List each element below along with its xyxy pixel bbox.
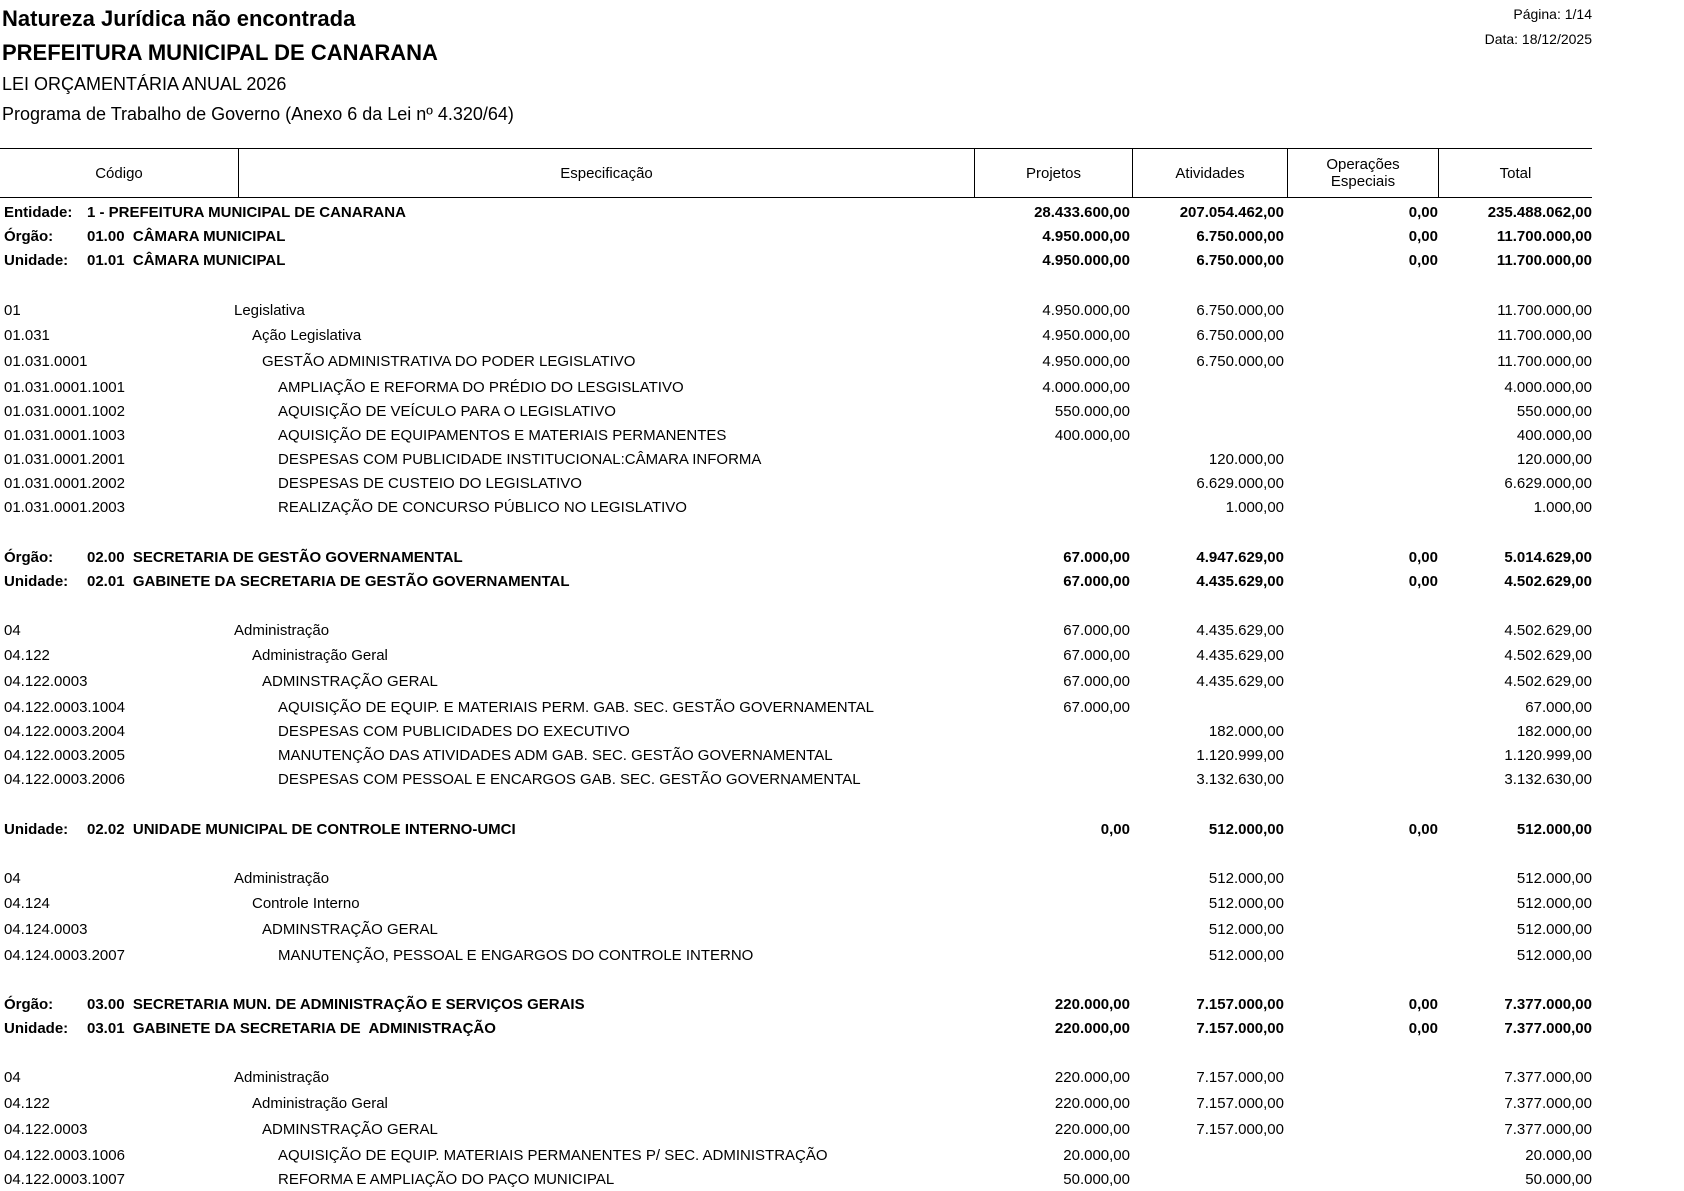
column-header-operacoes: [1288, 149, 1439, 197]
row-operacoes: 0,00: [1408, 204, 1438, 221]
row-code: 04.124.0003: [4, 921, 88, 938]
column-header-operacoes-line1: Operações: [1326, 156, 1400, 173]
report-date: Data: 18/12/2025: [1484, 31, 1592, 47]
table-row: [0, 721, 1592, 743]
row-atividades: 7.157.000,00: [1196, 1020, 1284, 1037]
row-code: 04.122.0003.2006: [4, 771, 125, 788]
row-total: 6.629.000,00: [1504, 475, 1592, 492]
row-total: 5.014.629,00: [1504, 549, 1592, 566]
group-code-name: 02.01 GABINETE DA SECRETARIA DE GESTÃO GOVERNAMENTAL: [87, 573, 570, 590]
row-total: 1.120.999,00: [1504, 747, 1592, 764]
row-atividades: 120.000,00: [1208, 451, 1284, 468]
table-row: [0, 671, 1592, 693]
row-code: 01.031.0001.1001: [4, 379, 125, 396]
row-projetos: 220.000,00: [1054, 1095, 1130, 1112]
row-code: 04: [4, 1069, 21, 1086]
row-projetos: 28.433.600,00: [1034, 204, 1130, 221]
row-especificacao: DESPESAS COM PESSOAL E ENCARGOS GAB. SEC. GESTÃO GOVERNAMENTAL: [278, 771, 861, 788]
row-atividades: 512.000,00: [1208, 870, 1284, 887]
group-row: [0, 819, 1592, 841]
column-header-projetos: Projetos: [975, 149, 1133, 197]
table-row: [0, 377, 1592, 399]
group-code-name: 02.00 SECRETARIA DE GESTÃO GOVERNAMENTAL: [87, 549, 463, 566]
row-atividades: 7.157.000,00: [1196, 996, 1284, 1013]
group-label: Unidade:: [4, 821, 69, 838]
table-row: [0, 425, 1592, 447]
row-especificacao: GESTÃO ADMINISTRATIVA DO PODER LEGISLATIVO: [262, 353, 636, 370]
row-atividades: 512.000,00: [1208, 921, 1284, 938]
row-total: 235.488.062,00: [1487, 204, 1592, 221]
row-code: 01.031.0001.1002: [4, 403, 125, 420]
group-label: Unidade:: [4, 252, 69, 269]
row-operacoes: 0,00: [1408, 252, 1438, 269]
row-atividades: 207.054.462,00: [1179, 204, 1284, 221]
table-row: [0, 620, 1592, 642]
row-atividades: 4.435.629,00: [1196, 622, 1284, 639]
row-atividades: 4.435.629,00: [1196, 573, 1284, 590]
row-total: 7.377.000,00: [1504, 996, 1592, 1013]
group-code-name: 1 - PREFEITURA MUNICIPAL DE CANARANA: [87, 204, 406, 221]
row-total: 11.700.000,00: [1497, 302, 1592, 319]
row-atividades: 6.629.000,00: [1196, 475, 1284, 492]
group-row: [0, 202, 1592, 224]
row-atividades: 7.157.000,00: [1196, 1095, 1284, 1112]
row-total: 50.000,00: [1525, 1171, 1592, 1188]
table-row: [0, 697, 1592, 719]
row-atividades: 3.132.630,00: [1196, 771, 1284, 788]
table-row: [0, 473, 1592, 495]
table-row: [0, 1119, 1592, 1141]
row-total: 4.502.629,00: [1504, 622, 1592, 639]
column-header-codigo: Código: [0, 149, 239, 197]
row-especificacao: AQUISIÇÃO DE EQUIP. E MATERIAIS PERM. GAB. SEC. GESTÃO GOVERNAMENTAL: [278, 699, 874, 716]
row-projetos: 67.000,00: [1063, 699, 1130, 716]
group-label: Unidade:: [4, 573, 69, 590]
row-especificacao: AMPLIAÇÃO E REFORMA DO PRÉDIO DO LESGISLATIVO: [278, 379, 684, 396]
row-atividades: 4.435.629,00: [1196, 673, 1284, 690]
report-title-entity: PREFEITURA MUNICIPAL DE CANARANA: [2, 40, 438, 65]
row-code: 01: [4, 302, 21, 319]
row-atividades: 1.000,00: [1225, 499, 1284, 516]
row-code: 01.031: [4, 327, 50, 344]
row-atividades: 7.157.000,00: [1196, 1069, 1284, 1086]
row-atividades: 6.750.000,00: [1196, 228, 1284, 245]
row-total: 11.700.000,00: [1496, 252, 1592, 269]
row-projetos: 0,00: [1100, 821, 1130, 838]
row-total: 400.000,00: [1516, 427, 1592, 444]
row-projetos: 220.000,00: [1054, 1020, 1130, 1037]
row-projetos: 67.000,00: [1063, 573, 1130, 590]
row-projetos: 67.000,00: [1063, 549, 1130, 566]
row-total: 1.000,00: [1533, 499, 1592, 516]
column-header-operacoes-line2: Especiais: [1330, 173, 1396, 190]
report-header: [2, 4, 1592, 124]
row-especificacao: Administração: [234, 1069, 330, 1086]
row-code: 01.031.0001: [4, 353, 88, 370]
row-atividades: 1.120.999,00: [1196, 747, 1284, 764]
row-atividades: 7.157.000,00: [1196, 1121, 1284, 1138]
row-especificacao: AQUISIÇÃO DE EQUIPAMENTOS E MATERIAIS PERMANENTES: [278, 427, 727, 444]
row-especificacao: DESPESAS COM PUBLICIDADES DO EXECUTIVO: [278, 723, 630, 740]
row-projetos: 4.950.000,00: [1042, 228, 1130, 245]
row-especificacao: DESPESAS DE CUSTEIO DO LEGISLATIVO: [278, 475, 582, 492]
row-projetos: 4.950.000,00: [1042, 327, 1130, 344]
group-code-name: 03.01 GABINETE DA SECRETARIA DE ADMINISTRAÇÃO: [87, 1020, 496, 1037]
row-atividades: 512.000,00: [1208, 947, 1284, 964]
group-label: Órgão:: [4, 228, 54, 245]
row-especificacao: Administração: [234, 870, 330, 887]
group-row: [0, 547, 1592, 569]
row-total: 20.000,00: [1525, 1147, 1592, 1164]
row-total: 3.132.630,00: [1504, 771, 1592, 788]
row-atividades: 512.000,00: [1208, 895, 1284, 912]
row-atividades: 182.000,00: [1208, 723, 1284, 740]
row-code: 04.122.0003: [4, 1121, 88, 1138]
row-especificacao: AQUISIÇÃO DE EQUIP. MATERIAIS PERMANENTES P/ SEC. ADMINISTRAÇÃO: [278, 1147, 828, 1164]
row-total: 120.000,00: [1516, 451, 1592, 468]
row-total: 11.700.000,00: [1497, 353, 1592, 370]
row-code: 04.122.0003.1007: [4, 1171, 125, 1188]
group-row: [0, 1018, 1592, 1040]
row-especificacao: MANUTENÇÃO DAS ATIVIDADES ADM GAB. SEC. GESTÃO GOVERNAMENTAL: [278, 747, 833, 764]
row-total: 11.700.000,00: [1497, 327, 1592, 344]
row-operacoes: 0,00: [1408, 821, 1438, 838]
row-code: 04.122: [4, 1095, 50, 1112]
row-code: 01.031.0001.2002: [4, 475, 125, 492]
table-row: [0, 497, 1592, 519]
row-operacoes: 0,00: [1408, 996, 1438, 1013]
row-especificacao: MANUTENÇÃO, PESSOAL E ENGARGOS DO CONTROLE INTERNO: [278, 947, 754, 964]
row-projetos: 4.000.000,00: [1042, 379, 1130, 396]
row-total: 512.000,00: [1516, 821, 1592, 838]
row-total: 7.377.000,00: [1504, 1020, 1592, 1037]
row-total: 7.377.000,00: [1504, 1069, 1592, 1086]
row-total: 4.502.629,00: [1504, 647, 1592, 664]
row-operacoes: 0,00: [1408, 1020, 1438, 1037]
row-projetos: 50.000,00: [1063, 1171, 1130, 1188]
group-row: [0, 250, 1592, 272]
row-projetos: 67.000,00: [1063, 622, 1130, 639]
row-total: 4.502.629,00: [1504, 573, 1592, 590]
row-total: 182.000,00: [1516, 723, 1592, 740]
row-projetos: 220.000,00: [1054, 1121, 1130, 1138]
row-code: 01.031.0001.2003: [4, 499, 125, 516]
row-total: 512.000,00: [1516, 947, 1592, 964]
row-especificacao: Administração: [234, 622, 330, 639]
row-especificacao: Controle Interno: [252, 895, 360, 912]
row-code: 04.122.0003.2005: [4, 747, 125, 764]
page-number: Página: 1/14: [1513, 6, 1592, 22]
row-especificacao: DESPESAS COM PUBLICIDADE INSTITUCIONAL:CÂMARA INFORMA: [278, 451, 762, 468]
row-especificacao: Ação Legislativa: [252, 327, 362, 344]
row-total: 7.377.000,00: [1504, 1121, 1592, 1138]
group-label: Entidade:: [4, 204, 73, 221]
row-total: 512.000,00: [1516, 921, 1592, 938]
row-projetos: 67.000,00: [1063, 673, 1130, 690]
table-row: [0, 1169, 1592, 1191]
row-total: 4.502.629,00: [1504, 673, 1592, 690]
row-total: 7.377.000,00: [1504, 1095, 1592, 1112]
row-projetos: 550.000,00: [1054, 403, 1130, 420]
row-projetos: 4.950.000,00: [1042, 302, 1130, 319]
row-projetos: 20.000,00: [1063, 1147, 1130, 1164]
row-operacoes: 0,00: [1408, 228, 1438, 245]
table-row: [0, 769, 1592, 791]
row-total: 67.000,00: [1525, 699, 1592, 716]
row-total: 4.000.000,00: [1504, 379, 1592, 396]
row-especificacao: Administração Geral: [252, 647, 388, 664]
group-code-name: 01.00 CÂMARA MUNICIPAL: [87, 228, 286, 245]
table-row: [0, 351, 1592, 373]
row-especificacao: Administração Geral: [252, 1095, 388, 1112]
group-row: [0, 571, 1592, 593]
group-label: Órgão:: [4, 549, 54, 566]
row-especificacao: REALIZAÇÃO DE CONCURSO PÚBLICO NO LEGISLATIVO: [278, 499, 687, 516]
row-total: 512.000,00: [1516, 870, 1592, 887]
row-code: 04: [4, 870, 21, 887]
row-especificacao: ADMINSTRAÇÃO GERAL: [262, 1121, 438, 1138]
row-code: 04.122: [4, 647, 50, 664]
row-atividades: 512.000,00: [1208, 821, 1284, 838]
row-code: 04.122.0003.2004: [4, 723, 125, 740]
row-projetos: 220.000,00: [1054, 996, 1130, 1013]
group-label: Unidade:: [4, 1020, 69, 1037]
group-row: [0, 994, 1592, 1016]
group-code-name: 02.02 UNIDADE MUNICIPAL DE CONTROLE INTERNO-UMCI: [87, 821, 516, 838]
row-atividades: 6.750.000,00: [1196, 353, 1284, 370]
table-row: [0, 449, 1592, 471]
row-atividades: 4.435.629,00: [1196, 647, 1284, 664]
table-row: [0, 868, 1592, 890]
row-atividades: 6.750.000,00: [1196, 302, 1284, 319]
table-row: [0, 645, 1592, 667]
column-header-total: Total: [1499, 164, 1532, 182]
table-row: [0, 919, 1592, 941]
row-projetos: 400.000,00: [1054, 427, 1130, 444]
table-row: [0, 893, 1592, 915]
table-row: [0, 300, 1592, 322]
row-code: 04.122.0003: [4, 673, 88, 690]
row-operacoes: 0,00: [1408, 549, 1438, 566]
column-header-especificacao: Especificação: [239, 149, 975, 197]
row-code: 04.124: [4, 895, 50, 912]
table-row: [0, 745, 1592, 767]
row-code: 04.124.0003.2007: [4, 947, 125, 964]
row-atividades: 6.750.000,00: [1196, 252, 1284, 269]
table-row: [0, 1093, 1592, 1115]
column-header-atividades: Atividades: [1133, 149, 1288, 197]
row-especificacao: AQUISIÇÃO DE VEÍCULO PARA O LEGISLATIVO: [278, 403, 616, 420]
row-projetos: 220.000,00: [1054, 1069, 1130, 1086]
table-row: [0, 401, 1592, 423]
row-especificacao: ADMINSTRAÇÃO GERAL: [262, 921, 438, 938]
table-row: [0, 945, 1592, 967]
group-label: Órgão:: [4, 996, 54, 1013]
row-code: 01.031.0001.1003: [4, 427, 125, 444]
row-projetos: 4.950.000,00: [1042, 353, 1130, 370]
row-code: 04: [4, 622, 21, 639]
group-row: [0, 226, 1592, 248]
group-code-name: 03.00 SECRETARIA MUN. DE ADMINISTRAÇÃO E SERVIÇOS GERAIS: [87, 996, 585, 1013]
row-total: 512.000,00: [1516, 895, 1592, 912]
report-title-nature: Natureza Jurídica não encontrada: [2, 6, 356, 31]
table-row: [0, 1067, 1592, 1089]
report-subtitle-annex: Programa de Trabalho de Governo (Anexo 6 da Lei nº 4.320/64): [2, 104, 514, 124]
row-projetos: 67.000,00: [1063, 647, 1130, 664]
row-especificacao: REFORMA E AMPLIAÇÃO DO PAÇO MUNICIPAL: [278, 1171, 615, 1188]
row-code: 04.122.0003.1006: [4, 1147, 125, 1164]
row-especificacao: ADMINSTRAÇÃO GERAL: [262, 673, 438, 690]
table-row: [0, 325, 1592, 347]
row-operacoes: 0,00: [1408, 573, 1438, 590]
row-total: 11.700.000,00: [1496, 228, 1592, 245]
row-code: 04.122.0003.1004: [4, 699, 125, 716]
table-header: [0, 148, 1592, 198]
report-subtitle-law: LEI ORÇAMENTÁRIA ANUAL 2026: [2, 74, 287, 94]
row-atividades: 4.947.629,00: [1196, 549, 1284, 566]
row-projetos: 4.950.000,00: [1042, 252, 1130, 269]
row-atividades: 6.750.000,00: [1196, 327, 1284, 344]
row-total: 550.000,00: [1516, 403, 1592, 420]
table-row: [0, 1145, 1592, 1167]
row-code: 01.031.0001.2001: [4, 451, 125, 468]
group-code-name: 01.01 CÂMARA MUNICIPAL: [87, 252, 286, 269]
row-especificacao: Legislativa: [234, 302, 305, 319]
